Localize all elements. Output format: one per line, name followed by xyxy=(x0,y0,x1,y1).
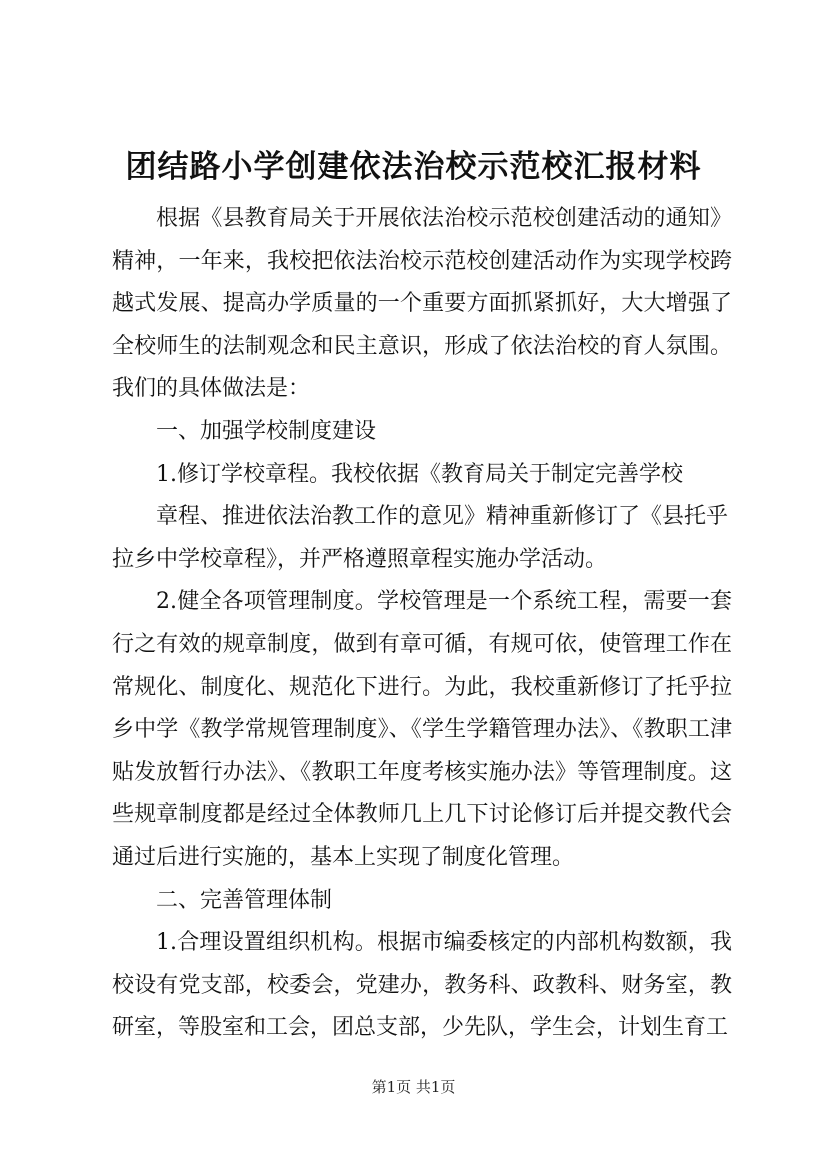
section-heading-1: 一、加强学校制度建设 xyxy=(156,418,377,444)
paragraph-item-1-1-line-2: 章程、推进依法治教工作的意见》精神重新修订了《县托乎 xyxy=(156,504,729,530)
section-heading-2: 二、完善管理体制 xyxy=(156,887,333,913)
page-footer: 第1页 共1页 xyxy=(371,1078,456,1096)
document-title: 团结路小学创建依法治校示范校汇报材料 xyxy=(125,149,702,185)
document-body xyxy=(112,198,732,1050)
paragraph-item-1-2: 2.健全各项管理制度。学校管理是一个系统工程，需要一套行之有效的规章制度，做到有章可循，有规可依，使管理工作在常规化、制度化、规范化下进行。为此，我校重新修订了托乎拉乡中学《教学常规管理制度》、《学生学籍管理办法》、《教职工津贴发放暂行办法》、《教职工年度考核实施办法》等管理制度。这些规章制度都是经过全体教师几上几下讨论修订后并提交教代会通过后进行实施的，基本上实现了制度化管理。 xyxy=(112,589,732,870)
paragraph-item-1-1-line-3: 拉乡中学校章程》，并严格遵照章程实施办学活动。 xyxy=(112,546,608,572)
paragraph-intro: 根据《县教育局关于开展依法治校示范校创建活动的通知》精神，一年来，我校把依法治校示范校创建活动作为实现学校跨越式发展、提高办学质量的一个重要方面抓紧抓好，大大增强了全校师生的法制观念和民主意识，形成了依法治校的育人氛围。我们的具体做法是： xyxy=(112,206,732,402)
paragraph-item-2-1: 1.合理设置组织机构。根据市编委核定的内部机构数额，我校设有党支部，校委会，党建办，教务科、政教科、财务室，教研室，等股室和工会，团总支部，少先队，学生会，计划生育工 xyxy=(112,930,732,1041)
paragraph-item-1-1-line-1: 1.修订学校章程。我校依据《教育局关于制定完善学校 xyxy=(156,461,683,487)
